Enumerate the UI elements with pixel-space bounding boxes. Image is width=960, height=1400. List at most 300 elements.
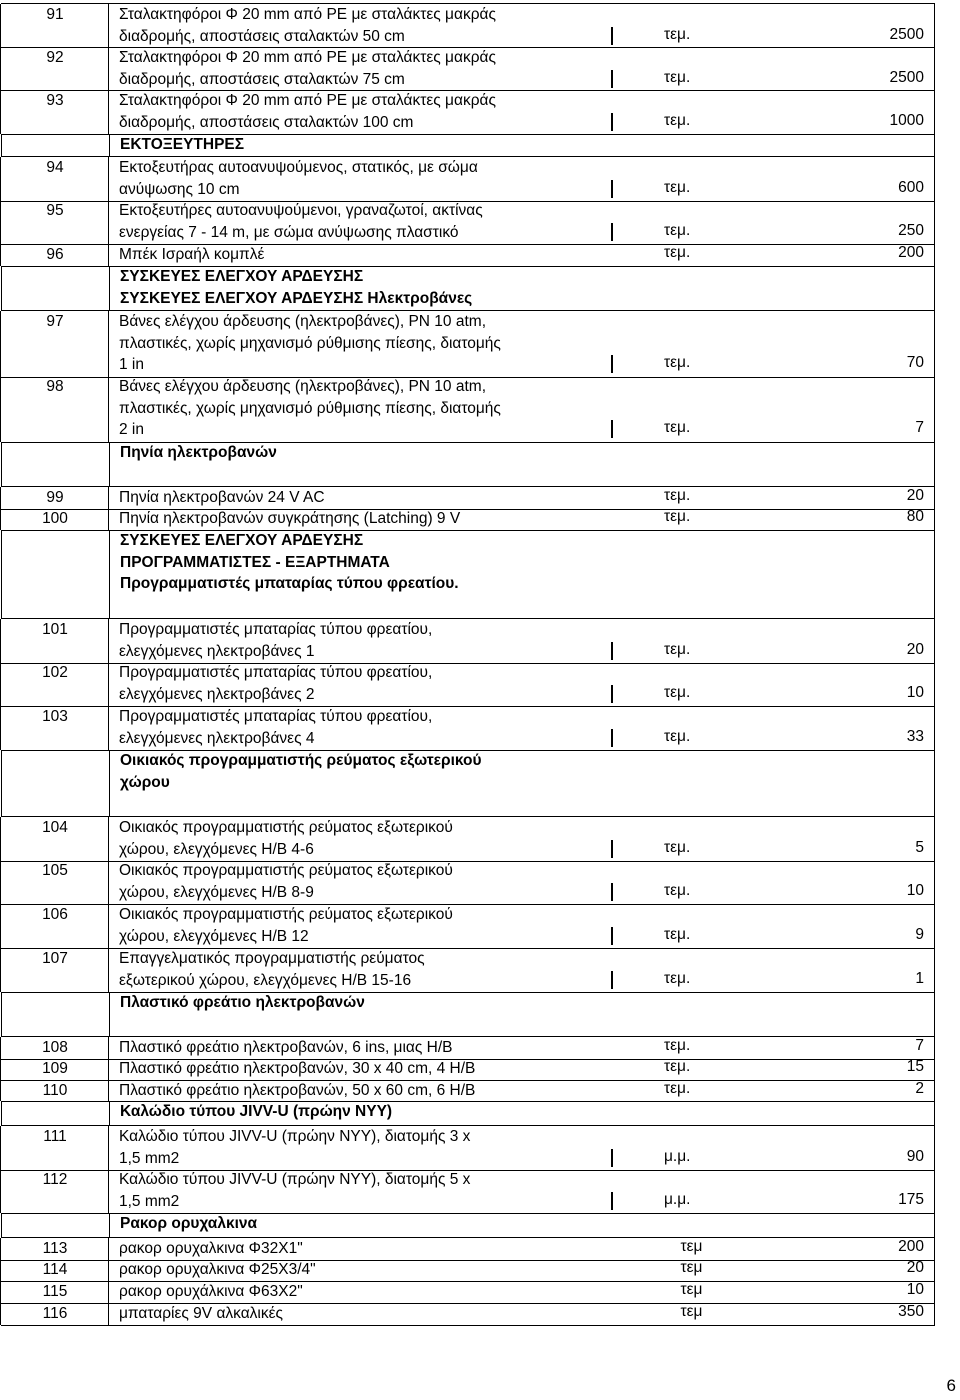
item-description — [119, 1037, 453, 1059]
heading-line: Προγραμματιστές μπαταρίας τύπου φρεατίου. — [120, 575, 459, 592]
unit-label: μ.μ. — [664, 1190, 691, 1208]
section-heading — [120, 266, 472, 309]
column-rule — [109, 442, 110, 486]
item-number: 107 — [42, 950, 68, 967]
description-line: Οικιακός προγραμματιστής ρεύματος εξωτερικού — [119, 862, 453, 879]
description-line: διαδρομής, αποστάσεις σταλακτών 100 cm — [119, 113, 414, 131]
unit-label: τεμ. — [664, 1058, 691, 1075]
description-line: 1,5 mm2 — [119, 1192, 180, 1210]
description-line: Εκτοξευτήρες αυτοανυψούμενοι, γραναζωτοί, ακτίνας — [119, 202, 483, 219]
column-rule — [0, 157, 1, 201]
column-rule — [108, 1238, 109, 1260]
description-line: 1 in — [119, 356, 144, 373]
table-row — [1, 706, 935, 751]
column-rule — [109, 1101, 110, 1125]
column-rule — [108, 157, 109, 201]
column-rule — [0, 860, 1, 904]
description-line: χώρου, ελεγχόμενες Η/Β 8-9 — [119, 883, 314, 901]
column-rule — [0, 1238, 1, 1260]
heading-line: Οικιακός προγραμματιστής ρεύματος εξωτερικού — [120, 752, 482, 769]
column-rule — [108, 1058, 109, 1080]
column-rule — [108, 904, 109, 948]
item-description — [119, 860, 453, 903]
column-rule — [0, 200, 1, 244]
column-rule — [934, 508, 935, 530]
column-rule — [0, 1169, 1, 1213]
column-rule — [934, 376, 935, 442]
item-description — [119, 1303, 283, 1325]
table-row — [1, 486, 935, 510]
heading-line: ΕΚΤΟΞΕΥΤΗΡΕΣ — [120, 136, 245, 153]
section-heading — [120, 750, 482, 793]
column-rule — [108, 1281, 109, 1303]
description-line: Εκτοξευτήρας αυτοανυψούμενος, στατικός, με σώμα — [119, 159, 478, 176]
table-row — [1, 1169, 935, 1214]
item-number: 98 — [46, 378, 64, 395]
unit-label: τεμ. — [664, 683, 691, 701]
unit-divider — [611, 113, 613, 131]
unit-label: τεμ — [680, 1238, 703, 1255]
description-line: Βάνες ελέγχου άρδευσης (ηλεκτροβάνες), PN 10 atm, — [119, 378, 486, 395]
item-description — [119, 4, 496, 47]
item-description — [119, 1058, 475, 1080]
unit-divider — [611, 883, 613, 901]
table-row — [1, 508, 935, 531]
quantity-value: 20 — [906, 487, 924, 504]
description-line: πλαστικές, χωρίς μηχανισμό ρύθμισης πίεσης, διατομής — [119, 399, 501, 417]
item-number: 92 — [46, 49, 64, 66]
item-number: 106 — [42, 906, 68, 923]
table-row — [1, 904, 935, 949]
column-rule — [0, 904, 1, 948]
description-line: διαδρομής, αποστάσεις σταλακτών 50 cm — [119, 27, 405, 45]
unit-divider — [611, 70, 613, 88]
unit-divider — [611, 729, 613, 747]
table-row — [1, 1237, 935, 1261]
item-number: 99 — [46, 489, 64, 506]
item-description — [119, 1238, 303, 1260]
quantity-value: 10 — [906, 881, 924, 899]
column-rule — [0, 619, 1, 663]
column-rule — [109, 992, 110, 1036]
section-heading-row — [1, 134, 935, 156]
column-rule — [108, 90, 109, 134]
column-rule — [108, 376, 109, 442]
heading-line: ΣΥΣΚΕΥΕΣ ΕΛΕΓΧΟΥ ΑΡΔΕΥΣΗΣ — [120, 268, 364, 285]
heading-line: ΠΡΟΓΡΑΜΜΑΤΙΣΤΕΣ - ΕΞΑΡΤΗΜΑΤΑ — [120, 553, 390, 571]
column-rule — [0, 706, 1, 750]
column-rule — [108, 860, 109, 904]
item-description — [119, 311, 501, 376]
description-line: Προγραμματιστές μπαταρίας τύπου φρεατίου, — [119, 708, 433, 725]
quantity-value: 20 — [906, 1259, 924, 1276]
column-rule — [934, 1169, 935, 1213]
description-line: Πλαστικό φρεάτιο ηλεκτροβανών, 30 x 40 cm, 4 Η/Β — [119, 1060, 476, 1077]
item-description — [119, 662, 432, 705]
column-rule — [934, 1080, 935, 1101]
unit-label: τεμ. — [664, 178, 691, 196]
column-rule — [108, 311, 109, 377]
item-number: 105 — [42, 862, 68, 879]
description-line: ελεγχόμενες ηλεκτροβάνες 2 — [119, 685, 315, 703]
item-description — [119, 904, 453, 947]
item-number: 102 — [42, 664, 68, 681]
column-rule — [934, 1259, 935, 1281]
column-rule — [934, 860, 935, 904]
column-rule — [108, 47, 109, 90]
page-number: 6 — [946, 1376, 956, 1395]
section-heading — [120, 1213, 257, 1235]
column-rule — [934, 1303, 935, 1325]
column-rule — [0, 1303, 1, 1325]
item-number: 101 — [42, 621, 68, 638]
column-rule — [108, 1037, 109, 1059]
column-rule — [934, 1058, 935, 1080]
column-rule — [108, 508, 109, 530]
column-rule — [0, 508, 1, 530]
heading-line: χώρου — [120, 773, 170, 791]
item-description — [119, 948, 425, 991]
section-heading-row — [1, 1101, 935, 1125]
section-heading — [120, 1101, 392, 1123]
description-line: Επαγγελματικός προγραμματιστής ρεύματος — [119, 950, 425, 967]
item-description — [119, 619, 432, 662]
quantity-value: 175 — [898, 1190, 924, 1208]
quantity-value: 90 — [906, 1147, 924, 1165]
quantity-value: 33 — [906, 727, 924, 745]
quantity-value: 2500 — [889, 68, 924, 86]
column-rule — [934, 157, 935, 201]
quantity-value: 2 — [915, 1080, 924, 1097]
item-number: 109 — [42, 1060, 68, 1077]
item-number: 111 — [43, 1128, 67, 1145]
item-number: 113 — [42, 1240, 68, 1257]
item-number: 114 — [42, 1261, 68, 1278]
description-line: Πηνία ηλεκτροβανών συγκράτησης (Latching) 9 V — [119, 510, 461, 527]
item-number: 110 — [42, 1082, 68, 1099]
column-rule — [108, 1303, 109, 1325]
quantity-value: 80 — [906, 508, 924, 525]
quantity-value: 2500 — [889, 25, 924, 43]
unit-divider — [611, 642, 613, 660]
quantity-value: 10 — [906, 1281, 924, 1298]
column-rule — [108, 706, 109, 750]
unit-divider — [611, 840, 613, 858]
item-description — [119, 1169, 470, 1212]
item-number: 115 — [42, 1283, 68, 1300]
description-line: διαδρομής, αποστάσεις σταλακτών 75 cm — [119, 70, 405, 88]
heading-line: Πηνία ηλεκτροβανών — [120, 444, 277, 461]
quantity-value: 7 — [915, 419, 924, 436]
column-rule — [934, 4, 935, 47]
column-rule — [0, 90, 1, 134]
unit-divider — [611, 27, 613, 45]
item-number: 116 — [42, 1305, 68, 1322]
column-rule — [0, 1126, 1, 1170]
table-row — [1, 1125, 935, 1171]
column-rule — [934, 706, 935, 750]
description-line: πλαστικές, χωρίς μηχανισμό ρύθμισης πίεσης, διατομής — [119, 334, 501, 352]
heading-line: Ρακορ ορυχαλκινα — [120, 1215, 258, 1232]
table-row — [1, 948, 935, 993]
description-line: Βάνες ελέγχου άρδευσης (ηλεκτροβάνες), PN 10 atm, — [119, 313, 486, 330]
quantity-value: 15 — [906, 1058, 924, 1075]
description-line: Προγραμματιστές μπαταρίας τύπου φρεατίου, — [119, 621, 433, 638]
unit-divider — [611, 1192, 613, 1210]
column-rule — [108, 244, 109, 266]
item-number: 91 — [46, 6, 64, 23]
table-row — [1, 860, 935, 905]
item-number: 93 — [46, 92, 64, 109]
item-number: 100 — [42, 510, 68, 527]
item-description — [119, 90, 496, 133]
column-rule — [934, 244, 935, 266]
column-rule — [934, 662, 935, 706]
description-line: ρακορ ορυχαλκινα Φ25Χ3/4" — [119, 1261, 316, 1278]
section-heading-row — [1, 1213, 935, 1237]
item-description — [119, 1080, 475, 1102]
column-rule — [0, 1080, 1, 1101]
section-heading-row — [1, 992, 935, 1036]
unit-divider — [611, 1149, 613, 1167]
heading-line: ΣΥΣΚΕΥΕΣ ΕΛΕΓΧΟΥ ΑΡΔΕΥΣΗΣ — [120, 532, 364, 549]
unit-label: τεμ. — [664, 640, 691, 658]
column-rule — [934, 948, 935, 992]
column-rule — [108, 1259, 109, 1281]
column-rule — [109, 530, 110, 618]
item-description — [119, 1259, 316, 1281]
unit-divider — [611, 927, 613, 945]
item-description — [119, 706, 432, 749]
unit-label: τεμ. — [664, 881, 691, 899]
quantity-value: 70 — [906, 354, 924, 371]
item-description — [119, 244, 264, 266]
column-rule — [0, 244, 1, 266]
column-rule — [108, 487, 109, 509]
table-row — [1, 90, 935, 135]
unit-label: τεμ. — [664, 727, 691, 745]
unit-label: τεμ. — [664, 925, 691, 943]
quantity-value: 9 — [915, 925, 924, 943]
unit-label: τεμ — [680, 1303, 703, 1320]
column-rule — [0, 1037, 1, 1059]
section-heading-row — [1, 530, 935, 618]
table-row — [1, 376, 935, 443]
column-rule — [0, 4, 1, 47]
item-description — [119, 508, 460, 530]
description-line: Καλώδιο τύπου JIVV-U (πρώην NYY), διατομής 5 x — [119, 1171, 471, 1188]
quantity-value: 5 — [915, 838, 924, 856]
unit-label: τεμ — [680, 1259, 703, 1276]
description-line: 2 in — [119, 421, 144, 438]
table-row — [1, 1259, 935, 1282]
quantity-value: 1 — [915, 969, 924, 987]
quantity-value: 350 — [898, 1303, 924, 1320]
unit-label: τεμ. — [664, 969, 691, 987]
item-number: 96 — [46, 246, 64, 263]
unit-label: τεμ. — [664, 354, 691, 371]
description-line: Οικιακός προγραμματιστής ρεύματος εξωτερικού — [119, 819, 453, 836]
item-number: 97 — [46, 313, 64, 330]
description-line: χώρου, ελεγχόμενες Η/Β 12 — [119, 927, 309, 945]
unit-divider — [611, 355, 613, 373]
description-line: εξωτερικού χώρου, ελεγχόμενες Η/Β 15-16 — [119, 971, 412, 989]
description-line: ανύψωσης 10 cm — [119, 180, 240, 198]
column-rule — [0, 311, 1, 377]
unit-label: τεμ. — [664, 419, 691, 436]
item-description — [119, 487, 325, 509]
section-heading-row — [1, 750, 935, 816]
section-heading — [120, 992, 365, 1014]
table-row — [1, 244, 935, 267]
quantity-value: 600 — [898, 178, 924, 196]
quantity-value: 250 — [898, 221, 924, 239]
quantity-value: 200 — [898, 1238, 924, 1255]
item-number: 94 — [46, 159, 64, 176]
column-rule — [934, 1126, 935, 1170]
section-heading-row — [1, 442, 935, 486]
unit-divider — [611, 180, 613, 198]
unit-label: τεμ. — [664, 838, 691, 856]
column-rule — [108, 4, 109, 47]
item-number: 95 — [46, 202, 64, 219]
column-rule — [0, 1281, 1, 1303]
description-line: 1,5 mm2 — [119, 1149, 180, 1167]
column-rule — [108, 817, 109, 861]
column-rule — [109, 750, 110, 816]
column-rule — [108, 619, 109, 663]
description-line: ρακορ ορυχάλκινα Φ63Χ2" — [119, 1283, 303, 1300]
description-line: Σταλακτηφόροι Φ 20 mm από PE με σταλάκτες μακράς — [119, 6, 496, 23]
column-rule — [934, 1238, 935, 1260]
column-rule — [934, 1281, 935, 1303]
column-rule — [934, 1037, 935, 1059]
column-rule — [108, 662, 109, 706]
column-rule — [934, 904, 935, 948]
unit-label: τεμ. — [664, 111, 691, 129]
table-row — [1, 47, 935, 91]
description-line: Πηνία ηλεκτροβανών 24 V AC — [119, 489, 325, 506]
column-rule — [108, 200, 109, 244]
description-line: ενεργείας 7 - 14 m, με σώμα ανύψωσης πλαστικό — [119, 223, 459, 241]
item-number: 104 — [42, 819, 68, 836]
unit-label: τεμ. — [664, 68, 691, 86]
table-row — [1, 816, 935, 862]
description-line: μπαταρίες 9V αλκαλικές — [119, 1305, 283, 1322]
column-rule — [108, 1080, 109, 1101]
item-number: 112 — [42, 1171, 68, 1188]
table-row — [1, 1281, 935, 1304]
column-rule — [0, 47, 1, 90]
column-rule — [934, 311, 935, 377]
item-description — [119, 376, 501, 441]
quantity-value: 20 — [906, 640, 924, 658]
column-rule — [0, 487, 1, 509]
description-line: Σταλακτηφόροι Φ 20 mm από PE με σταλάκτες μακράς — [119, 49, 496, 66]
section-heading-row — [1, 266, 935, 310]
unit-label: τεμ. — [664, 244, 691, 261]
table-row — [1, 618, 935, 664]
column-rule — [108, 1126, 109, 1170]
column-rule — [0, 817, 1, 861]
quantity-value: 1000 — [889, 111, 924, 129]
unit-label: τεμ. — [664, 487, 691, 504]
description-line: Μπέκ Ισραήλ κομπλέ — [119, 246, 265, 263]
description-line: Προγραμματιστές μπαταρίας τύπου φρεατίου, — [119, 664, 433, 681]
column-rule — [0, 662, 1, 706]
column-rule — [934, 200, 935, 244]
column-rule — [934, 47, 935, 90]
column-rule — [109, 134, 110, 156]
description-line: Σταλακτηφόροι Φ 20 mm από PE με σταλάκτες μακράς — [119, 92, 496, 109]
description-line: ελεγχόμενες ηλεκτροβάνες 1 — [119, 642, 315, 660]
description-line: ελεγχόμενες ηλεκτροβάνες 4 — [119, 729, 315, 747]
description-line: Πλαστικό φρεάτιο ηλεκτροβανών, 50 x 60 cm, 6 Η/Β — [119, 1082, 476, 1099]
heading-line: Καλώδιο τύπου JIVV-U (πρώην NYY) — [120, 1103, 393, 1120]
heading-line: ΣΥΣΚΕΥΕΣ ΕΛΕΓΧΟΥ ΑΡΔΕΥΣΗΣ Ηλεκτροβάνες — [120, 289, 473, 307]
section-heading — [120, 134, 244, 156]
quantity-value: 200 — [898, 244, 924, 261]
unit-label: τεμ. — [664, 25, 691, 43]
unit-label: τεμ. — [664, 508, 691, 525]
item-number: 103 — [42, 708, 68, 725]
item-description — [119, 200, 483, 243]
item-number: 108 — [42, 1039, 68, 1056]
column-rule — [109, 1213, 110, 1237]
table-row — [1, 156, 935, 202]
unit-label: τεμ. — [664, 1037, 691, 1054]
unit-label: τεμ — [680, 1281, 703, 1298]
table-row — [1, 1036, 935, 1060]
item-description — [119, 1126, 470, 1169]
column-rule — [0, 1058, 1, 1080]
unit-label: τεμ. — [664, 221, 691, 239]
unit-divider — [611, 685, 613, 703]
table-row — [1, 662, 935, 707]
item-description — [119, 1281, 303, 1303]
table-row — [1, 1303, 935, 1326]
unit-label: μ.μ. — [664, 1147, 691, 1165]
unit-divider — [611, 971, 613, 989]
description-line: Πλαστικό φρεάτιο ηλεκτροβανών, 6 ins, μιας Η/Β — [119, 1039, 453, 1056]
heading-line: Πλαστικό φρεάτιο ηλεκτροβανών — [120, 994, 365, 1011]
column-rule — [0, 376, 1, 442]
quantity-value: 10 — [906, 683, 924, 701]
column-rule — [108, 1169, 109, 1213]
quantity-value: 7 — [915, 1037, 924, 1054]
column-rule — [934, 619, 935, 663]
unit-divider — [611, 223, 613, 241]
description-line: Καλώδιο τύπου JIVV-U (πρώην NYY), διατομής 3 x — [119, 1128, 471, 1145]
description-line: χώρου, ελεγχόμενες Η/Β 4-6 — [119, 840, 314, 858]
item-description — [119, 817, 453, 860]
item-description — [119, 47, 496, 90]
column-rule — [934, 90, 935, 134]
table-row — [1, 310, 935, 378]
table-row — [1, 200, 935, 245]
section-heading — [120, 530, 459, 595]
column-rule — [108, 948, 109, 992]
section-heading — [120, 442, 277, 464]
unit-label: τεμ. — [664, 1080, 691, 1097]
description-line: Οικιακός προγραμματιστής ρεύματος εξωτερικού — [119, 906, 453, 923]
table-row — [1, 3, 935, 48]
description-line: ρακορ ορυχαλκινα Φ32Χ1" — [119, 1240, 303, 1257]
item-description — [119, 157, 478, 200]
table-row — [1, 1080, 935, 1102]
unit-divider — [611, 420, 613, 438]
table-row — [1, 1058, 935, 1081]
